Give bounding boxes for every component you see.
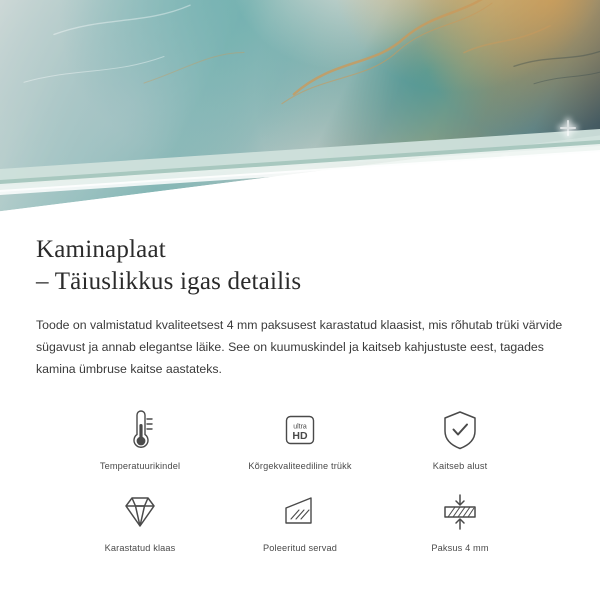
feature-item [220,407,380,471]
thermometer-icon [123,407,157,453]
thickness-icon [438,489,482,535]
ultra-hd-icon [280,407,320,453]
diamond-icon [118,489,162,535]
product-description: Toode on valmistatud kvaliteetsest 4 mm paksusest karastatud klaasist, mis rõhutab trüki värvide sügavust ja annab elegantse läike. See on kuumuskindel ja kaitseb kahjustuste eest, tagades kamina ümbruse kaitse aastateks. [36,317,563,377]
title-line-1: Kaminaplaat [36,236,166,263]
feature-label: Kaitseb alust [432,460,488,471]
shield-check-icon [440,407,480,453]
feature-label: Temperatuurikindel [99,460,181,471]
content-section [0,212,600,553]
hero-image [0,0,600,212]
sparkle-icon [455,186,467,198]
feature-item [380,407,540,471]
feature-item [60,489,220,553]
feature-label: Poleeritud servad [262,542,338,553]
marble-gold-veins [0,0,600,212]
feature-grid [36,407,564,553]
feature-label: Karastatud klaas [104,542,176,553]
svg-text:ultra: ultra [293,423,307,431]
feature-item [220,489,380,553]
feature-label: Kõrgekvaliteediline trükk [248,460,352,471]
feature-label: Paksus 4 mm [431,542,489,553]
feature-item [60,407,220,471]
title-line-2: – Täiuslikkus igas detailis [36,267,302,295]
page-title [36,234,564,298]
polished-edges-icon [280,489,320,535]
feature-item [380,489,540,553]
sparkle-icon [493,158,519,184]
svg-text:HD: HD [292,429,308,442]
